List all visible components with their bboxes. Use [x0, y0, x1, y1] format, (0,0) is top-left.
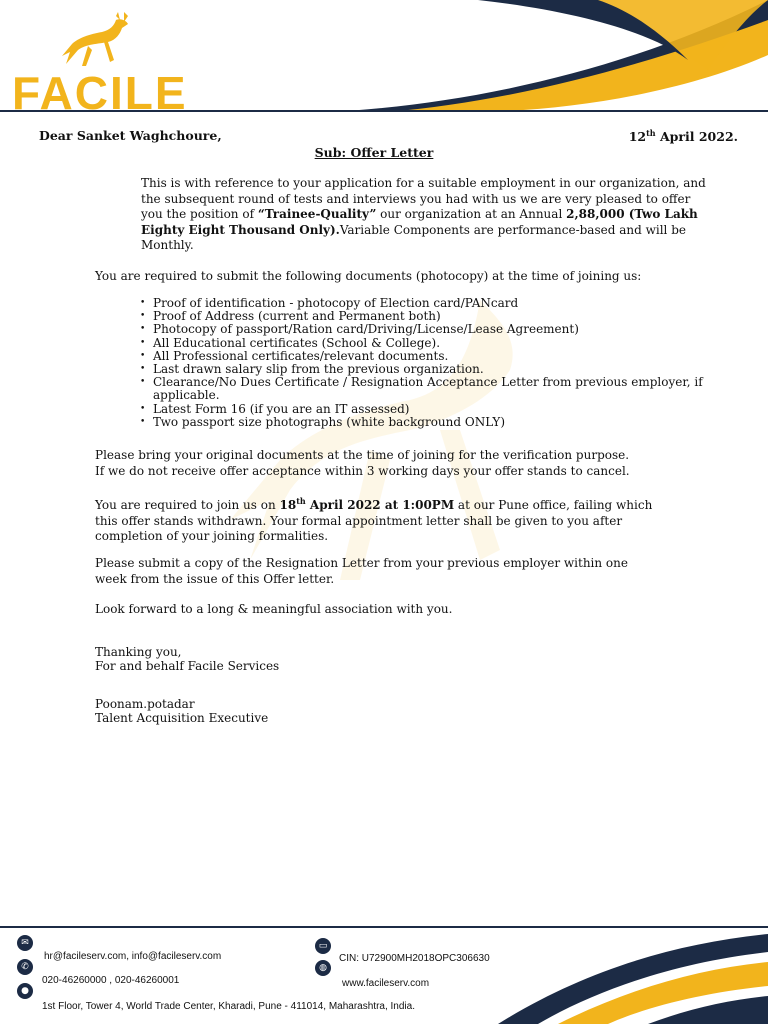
list-item: • Proof of identification - photocopy of Election card/PANcard: [140, 296, 519, 310]
list-item: • All Professional certificates/relevant documents.: [140, 348, 449, 363]
header-swoosh-decoration: [328, 0, 768, 112]
list-item: • All Educational certificates (School & College).: [140, 335, 441, 350]
list-item: • Last drawn salary slip from the previous organization.: [140, 362, 484, 377]
footer-email: hr@facileserv.com, info@facileserv.com: [44, 951, 222, 962]
footer-phone: 020-46260000 , 020-46260001: [42, 975, 180, 986]
globe-icon: ◍: [315, 960, 331, 976]
signer-title: Talent Acquisition Executive: [95, 711, 269, 725]
list-item: • Photocopy of passport/Ration card/Driving/License/Lease Agreement): [140, 322, 579, 337]
resignation-paragraph: Please submit a copy of the Resignation Letter from your previous employer within one week from the issue of this Offer letter.: [95, 556, 628, 586]
card-icon: ▭: [315, 938, 331, 954]
mail-icon: ✉: [17, 935, 33, 951]
footer-divider: [0, 926, 768, 928]
list-item: • Latest Form 16 (if you are an IT assessed): [140, 401, 410, 416]
offer-paragraph: This is with reference to your application for a suitable employment in our organization, and the subsequent round of tests and interviews you had with us we are very pleased to offer you the position of “Trainee-Quality” our organization at an Annual 2,88,000 (Two Lakh Eighty Eight Thousand Only).Variable Components are performance-based and will be Monthly.: [141, 176, 706, 252]
logo-wordmark: FACILE: [12, 67, 188, 119]
closing-remark: Look forward to a long & meaningful association with you.: [95, 602, 453, 616]
subject-line: Sub: Offer Letter: [314, 145, 434, 160]
list-item: • Proof of Address (current and Permanent both): [140, 309, 441, 324]
documents-intro: You are required to submit the following documents (photocopy) at the time of joining us:: [95, 269, 642, 283]
documents-list: [140, 297, 720, 429]
letter-date: 12th April 2022.: [628, 128, 738, 145]
closing-block: Thanking you, For and behalf Facile Services: [95, 645, 280, 673]
joining-paragraph: You are required to join us on 18th April 2022 at 1:00PM at our Pune office, failing which this offer stands withdrawn. Your formal appointment letter shall be given to you after completion of your joining formalities.: [95, 496, 653, 543]
facile-logo: [12, 10, 192, 119]
footer-website: www.facileserv.com: [342, 978, 430, 989]
signature-block: [95, 697, 495, 725]
list-item: • Clearance/No Dues Certificate / Resignation Acceptance Letter from previous employer, if applicable.: [140, 375, 703, 403]
footer-swoosh-decoration: [498, 934, 768, 1024]
signer-name: Poonam.potadar: [95, 697, 195, 711]
footer-address: 1st Floor, Tower 4, World Trade Center, Kharadi, Pune - 411014, Maharashtra, India.: [42, 1001, 415, 1012]
phone-icon: ✆: [17, 959, 33, 975]
list-item: • Two passport size photographs (white background ONLY): [140, 414, 506, 429]
verification-paragraph: Please bring your original documents at the time of joining for the verification purpose. If we do not receive offer acceptance within 3 working days your offer stands to cancel.: [95, 448, 630, 478]
salutation: Dear Sanket Waghchoure,: [39, 128, 222, 143]
footer-cin: CIN: U72900MH2018OPC306630: [339, 953, 490, 964]
location-icon: ●: [17, 983, 33, 999]
